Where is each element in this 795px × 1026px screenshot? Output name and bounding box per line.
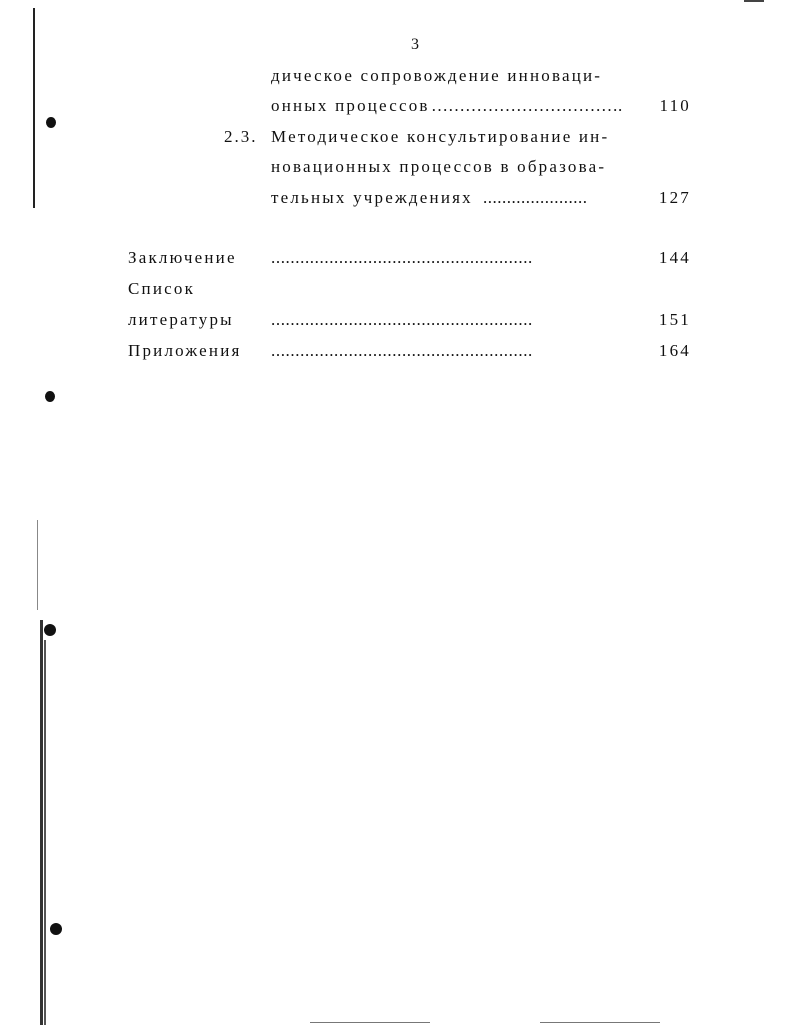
toc-leader-dots: ...................................................... (271, 341, 533, 360)
scan-hole-punch (44, 624, 56, 636)
toc-page-number: 110 (659, 96, 691, 115)
toc-entry-text: онных процессов (271, 96, 430, 115)
scan-hole-punch (50, 923, 62, 935)
toc-entry-title: Заключение (128, 248, 237, 267)
scan-binding-line (44, 640, 46, 1025)
scan-bottom-line (310, 1022, 430, 1023)
toc-entry-title: Список (128, 279, 196, 298)
page-number: 3 (411, 36, 419, 53)
toc-page-number: 144 (658, 248, 691, 267)
toc-entry-title: Приложения (128, 341, 242, 360)
scan-edge-mark (744, 0, 764, 2)
scan-binding-line (37, 520, 38, 610)
toc-section-number: 2.3. (224, 127, 258, 146)
toc-page-number: 127 (658, 188, 691, 207)
toc-entry-text: Методическое консультирование ин- (271, 127, 610, 146)
toc-entry-text: новационных процессов в образова- (271, 157, 607, 176)
toc-entry-text: дическое сопровождение инноваци- (271, 66, 603, 85)
toc-page-number: 151 (658, 310, 691, 329)
toc-leader-dots: ...................................................... (271, 310, 533, 329)
toc-leader-dots: ...................... (483, 188, 588, 207)
toc-entry-title: литературы (128, 310, 234, 329)
scan-binding-line (40, 620, 43, 1025)
scan-bottom-line (540, 1022, 660, 1023)
toc-entry-text: тельных учреждениях (271, 188, 473, 207)
scan-hole-punch (46, 117, 56, 128)
toc-page-number: 164 (658, 341, 691, 360)
scan-hole-punch (45, 391, 55, 402)
scan-binding-line (33, 8, 35, 208)
toc-leader-dots: ...................................................... (271, 248, 533, 267)
toc-leader-dots: ……………………………. (431, 96, 623, 115)
